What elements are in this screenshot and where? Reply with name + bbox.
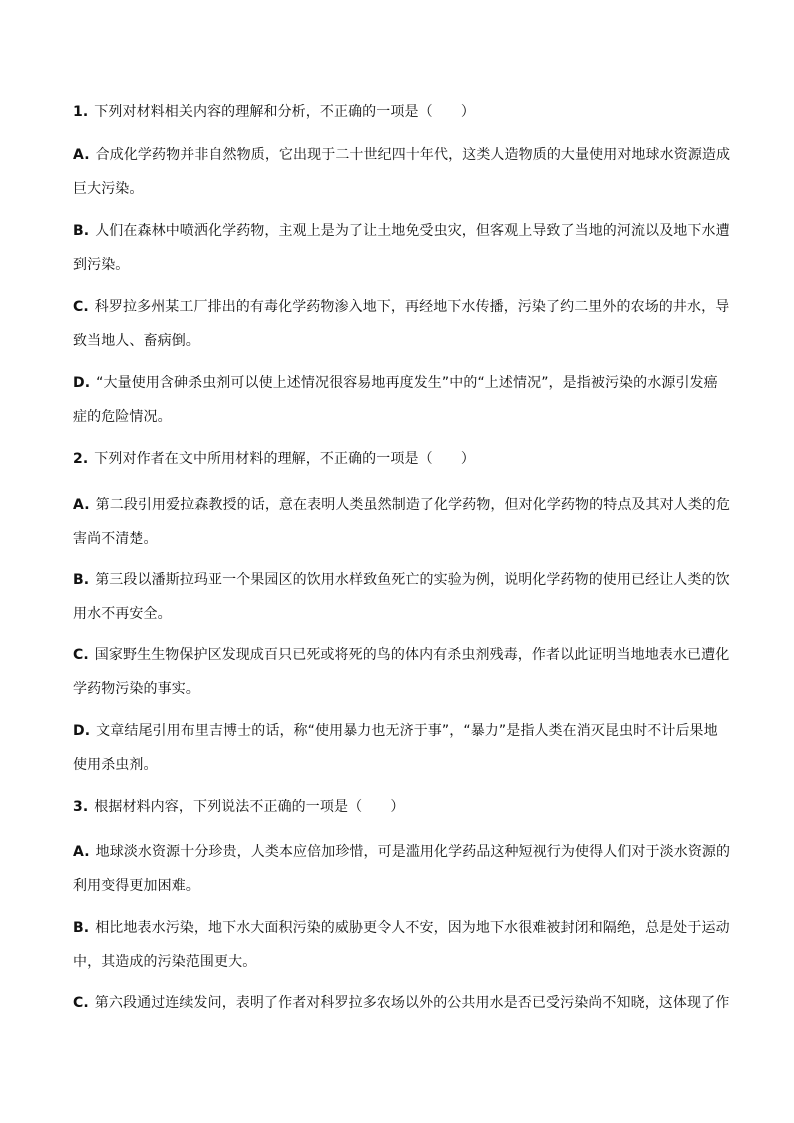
question-2-stem — [73, 442, 721, 476]
option-letter: C. — [73, 647, 89, 663]
option-letter: C. — [73, 299, 89, 315]
option-text-line-2: 使用杀虫剂。 — [73, 757, 158, 773]
question-text: 下列对材料相关内容的理解和分析，不正确的一项是（ ） — [94, 104, 475, 120]
question-number: 1. — [73, 104, 89, 120]
question-1-stem — [73, 95, 721, 129]
option-text-line-1: 文章结尾引用布里吉博士的话，称“使用暴力也无济于事”，“暴力”是指人类在消灭昆虫时不计后果地 — [96, 723, 718, 739]
question-number: 3. — [73, 799, 89, 815]
question-2-option-b — [73, 563, 730, 631]
option-letter: A. — [73, 147, 90, 163]
option-text-line-2: 到污染。 — [73, 257, 130, 273]
option-text-line-1: 地球淡水资源十分珍贵，人类本应倍加珍惜，可是滥用化学药品这种短视行为使得人们对于淡水资源的 — [95, 844, 731, 860]
option-text-line-2: 学药物污染的事实。 — [73, 681, 200, 697]
option-letter: D. — [73, 375, 91, 391]
question-1-option-b — [73, 214, 730, 282]
option-text-line-1: 第三段以潘斯拉玛亚一个果园区的饮用水样致鱼死亡的实验为例，说明化学药物的使用已经让人类的饮 — [95, 572, 730, 588]
option-text-line-2: 用水不再安全。 — [73, 606, 172, 622]
option-text-line-1: 第六段通过连续发问，表明了作者对科罗拉多农场以外的公共用水是否已受污染尚不知晓，这体现了作 — [94, 995, 730, 1011]
option-text-line-1: 科罗拉多州某工厂排出的有毒化学药物渗入地下，再经地下水传播，污染了约二里外的农场的井水，导 — [94, 299, 730, 315]
question-3-option-c — [73, 986, 730, 1020]
option-text-line-1: 合成化学药物并非自然物质，它出现于二十世纪四十年代，这类人造物质的大量使用对地球水资源造成 — [95, 147, 731, 163]
option-letter: B. — [73, 572, 90, 588]
option-text-line-2: 致当地人、畜病倒。 — [73, 333, 200, 349]
question-1-option-d — [73, 366, 721, 434]
option-text-line-2: 中，其造成的污染范围更大。 — [73, 954, 257, 970]
option-letter: A. — [73, 844, 90, 860]
option-text-line-2: 利用变得更加困难。 — [73, 878, 200, 894]
question-text: 根据材料内容，下列说法不正确的一项是（ ） — [94, 799, 405, 815]
option-text-line-1: 第二段引用爱拉森教授的话，意在表明人类虽然制造了化学药物，但对化学药物的特点及其对人类的危 — [95, 497, 731, 513]
option-text-line-1: 国家野生生物保护区发现成百只已死或将死的鸟的体内有杀虫剂残毒，作者以此证明当地地表水已遭化 — [94, 647, 730, 663]
question-text: 下列对作者在文中所用材料的理解，不正确的一项是（ ） — [94, 451, 475, 467]
question-3-option-b — [73, 911, 730, 979]
question-1-option-c — [73, 290, 730, 358]
question-3-stem — [73, 790, 721, 824]
question-2-option-d — [73, 714, 721, 782]
question-1-option-a — [73, 138, 731, 206]
option-text-line-1: “大量使用含砷杀虫剂可以使上述情况很容易地再度发生”中的“上述情况”，是指被污染的水源引发癌 — [96, 375, 718, 391]
question-number: 2. — [73, 451, 89, 467]
option-text-line-2: 症的危险情况。 — [73, 409, 172, 425]
option-text-line-1: 人们在森林中喷洒化学药物，主观上是为了让土地免受虫灾，但客观上导致了当地的河流以及地下水遭 — [95, 223, 730, 239]
question-3-option-a — [73, 835, 731, 903]
option-letter: A. — [73, 497, 90, 513]
option-letter: C. — [73, 995, 89, 1011]
question-2-option-a — [73, 488, 731, 556]
question-2-option-c — [73, 638, 730, 706]
option-letter: D. — [73, 723, 91, 739]
option-letter: B. — [73, 223, 90, 239]
option-letter: B. — [73, 920, 90, 936]
option-text-line-2: 害尚不清楚。 — [73, 531, 158, 547]
option-text-line-1: 相比地表水污染，地下水大面积污染的威胁更令人不安，因为地下水很难被封闭和隔绝，总是处于运动 — [95, 920, 730, 936]
option-text-line-2: 巨大污染。 — [73, 181, 144, 197]
